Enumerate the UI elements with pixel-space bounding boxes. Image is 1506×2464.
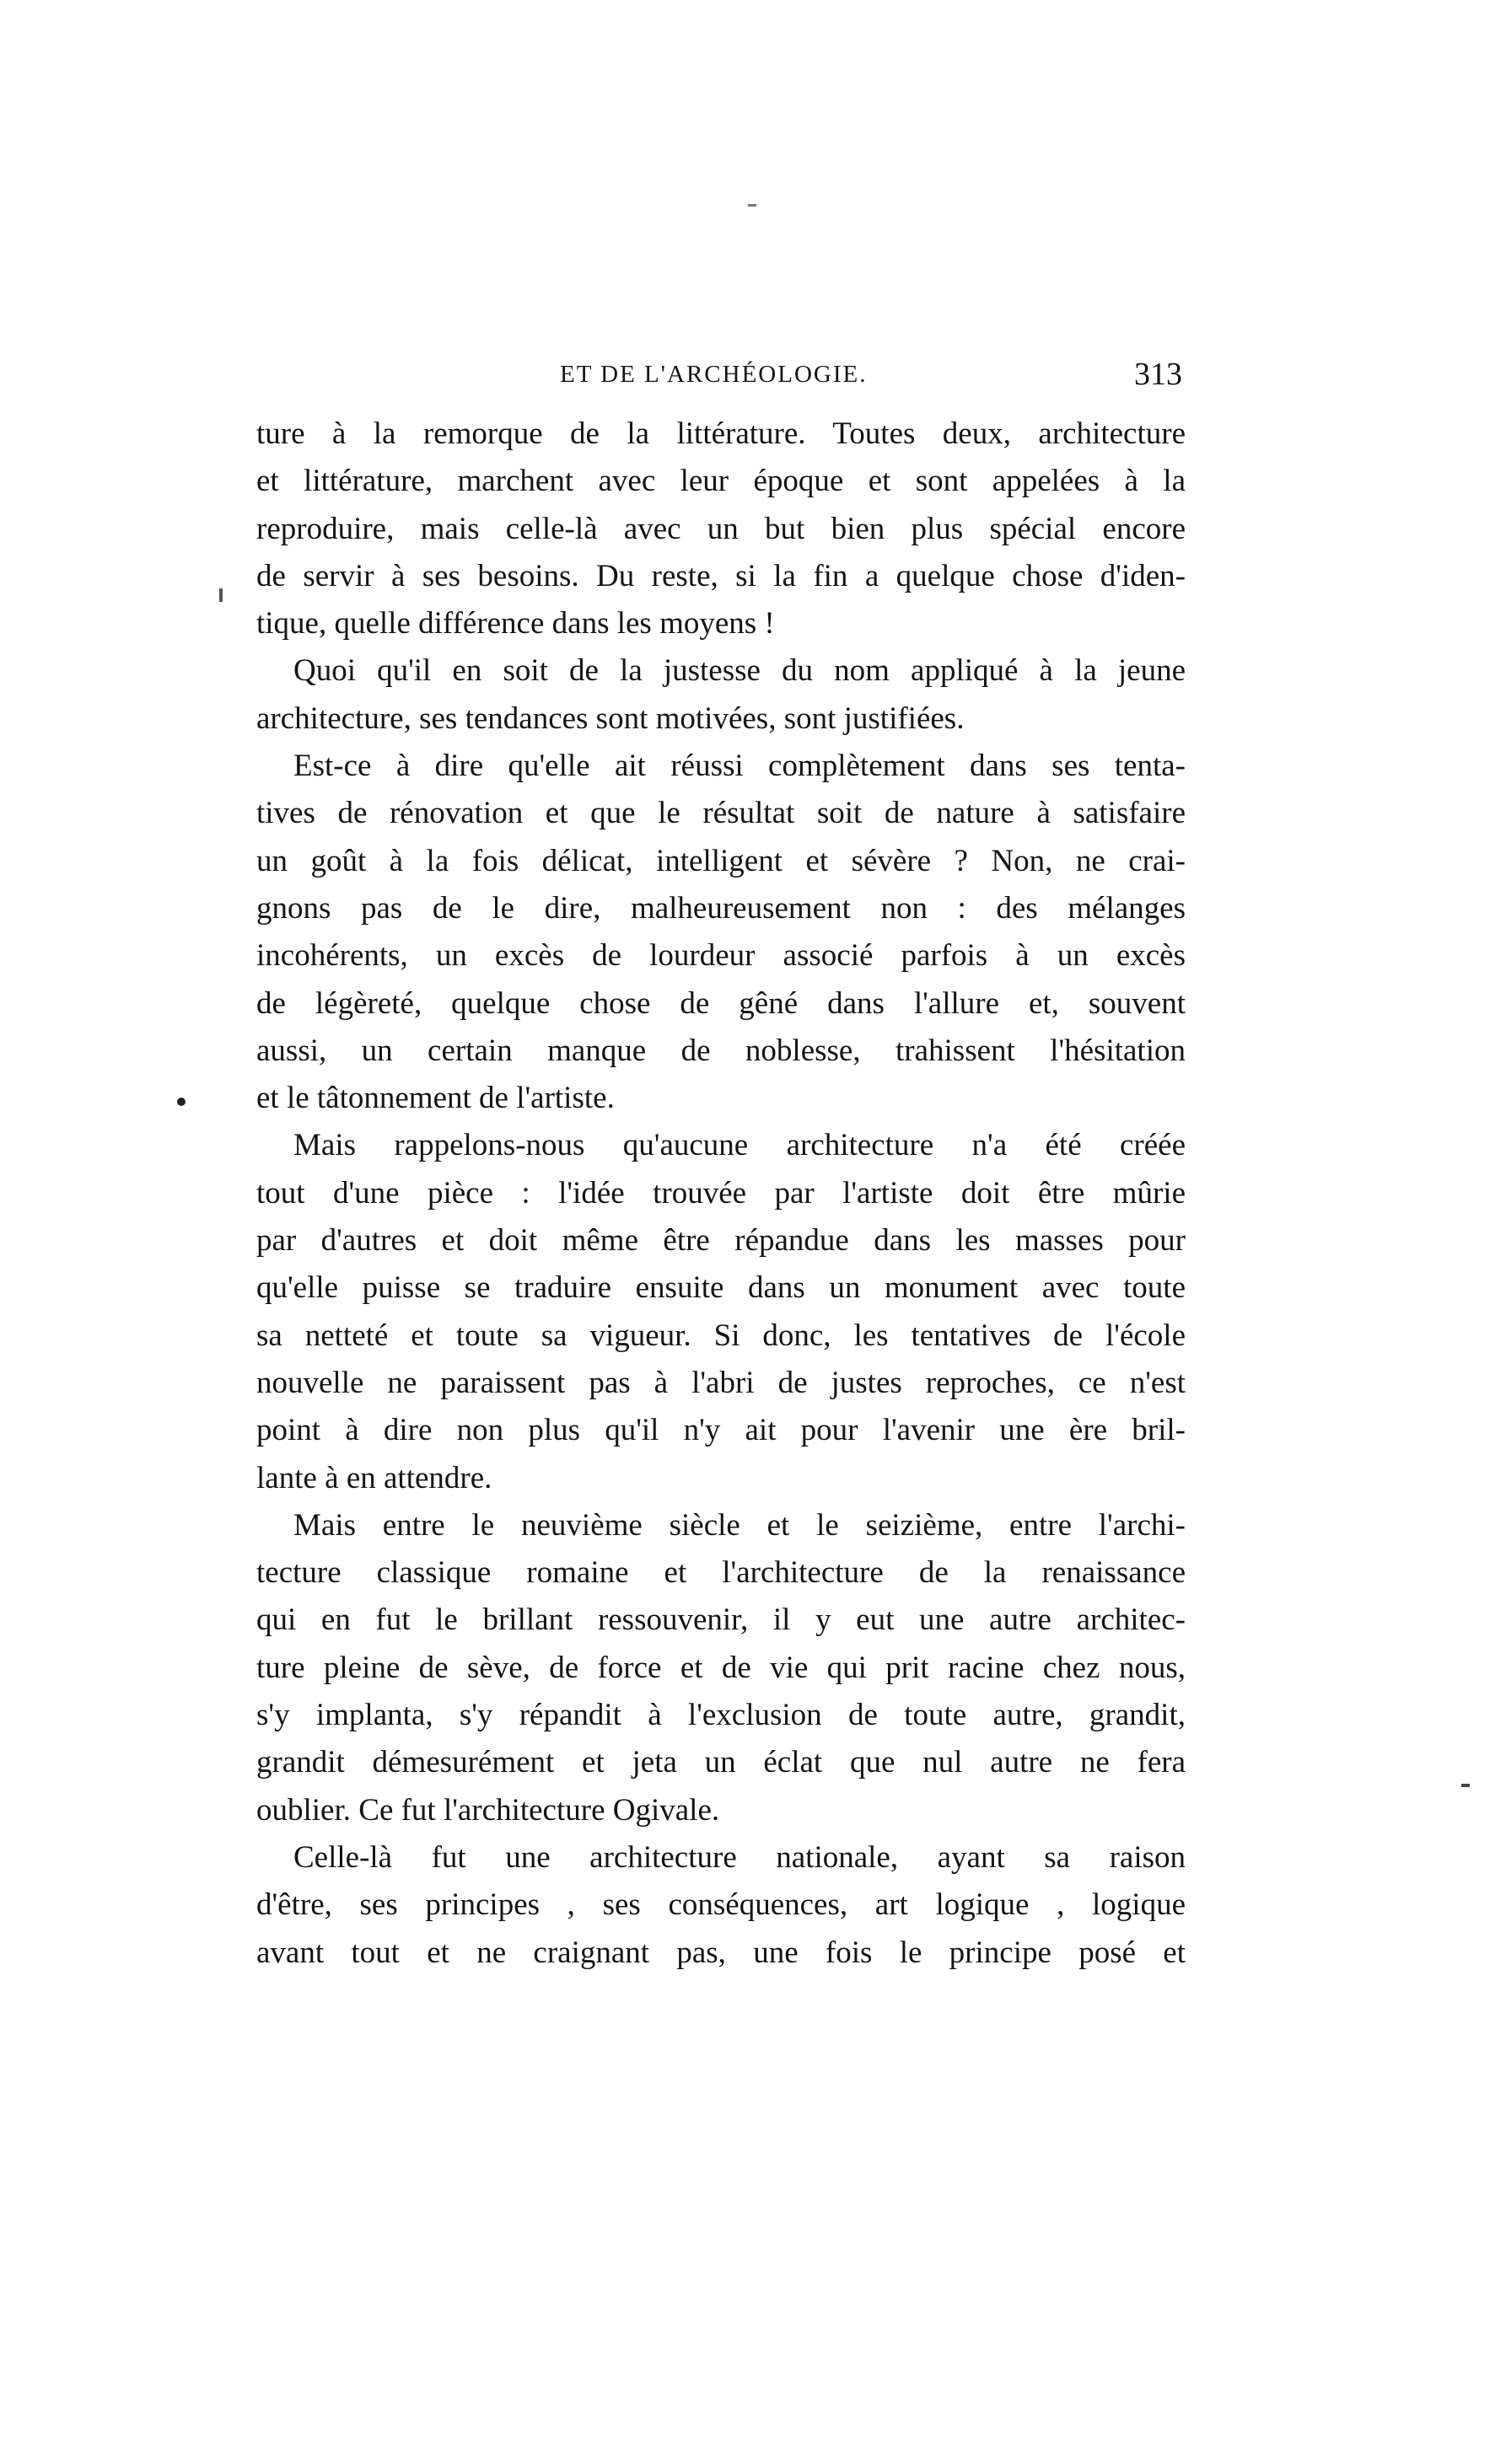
text-line: Celle-là fut une architecture nationale, ayant sa raison [293, 1839, 1186, 1875]
text-line: architecture, ses tendances sont motivées, sont justifiées. [256, 701, 965, 736]
margin-mark [219, 588, 223, 602]
text-line: tout d'une pièce : l'idée trouvée par l'artiste doit être mûrie [256, 1175, 1186, 1211]
text-line: un goût à la fois délicat, intelligent et sévère ? Non, ne crai- [256, 843, 1186, 878]
text-line: Mais rappelons-nous qu'aucune architecture n'a été créée [293, 1128, 1186, 1163]
body-text [256, 411, 1186, 1977]
text-line: d'être, ses principes , ses conséquences, art logique , logique [256, 1887, 1186, 1923]
paragraph [256, 647, 1186, 743]
running-title: ET DE L'ARCHÉOLOGIE. [560, 361, 868, 388]
paragraph [256, 743, 1186, 1122]
text-line: ture pleine de sève, de force et de vie qui prit racine chez nous, [256, 1650, 1186, 1685]
margin-bullet [177, 1098, 186, 1106]
text-line: de servir à ses besoins. Du reste, si la fin a quelque chose d'iden- [256, 558, 1186, 593]
text-line: oublier. Ce fut l'architecture Ogivale. [256, 1792, 720, 1828]
text-line: gnons pas de le dire, malheureusement non : des mélanges [256, 890, 1186, 926]
text-line: nouvelle ne paraissent pas à l'abri de justes reproches, ce n'est [256, 1365, 1186, 1400]
text-line: et le tâtonnement de l'artiste. [256, 1081, 615, 1116]
text-line: de légèreté, quelque chose de gêné dans l'allure et, souvent [256, 985, 1186, 1021]
text-line: aussi, un certain manque de noblesse, trahissent l'hésitation [256, 1033, 1186, 1068]
text-line: qu'elle puisse se traduire ensuite dans un monument avec toute [256, 1270, 1186, 1306]
text-line: ture à la remorque de la littérature. Toutes deux, architecture [256, 416, 1186, 451]
text-line: tives de rénovation et que le résultat soit de nature à satisfaire [256, 796, 1186, 831]
paragraph [256, 1834, 1186, 1977]
text-line: grandit démesurément et jeta un éclat que nul autre ne fera [256, 1745, 1186, 1780]
text-line: qui en fut le brillant ressouvenir, il y eut une autre architec- [256, 1602, 1186, 1638]
text-line: tecture classique romaine et l'architecture de la renaissance [256, 1555, 1186, 1591]
print-speck [748, 204, 756, 207]
text-line: par d'autres et doit même être répandue dans les masses pour [256, 1223, 1186, 1259]
text-line: et littérature, marchent avec leur époque et sont appelées à la [256, 464, 1186, 499]
text-line: point à dire non plus qu'il n'y ait pour l'avenir une ère bril- [256, 1413, 1186, 1448]
paragraph [256, 411, 1186, 647]
text-line: Quoi qu'il en soit de la justesse du nom appliqué à la jeune [293, 653, 1186, 689]
paragraph [256, 1502, 1186, 1834]
text-line: reproduire, mais celle-là avec un but bien plus spécial encore [256, 511, 1186, 546]
margin-dash [1461, 1784, 1470, 1787]
text-line: Est-ce à dire qu'elle ait réussi complètement dans ses tenta- [293, 749, 1186, 784]
text-line: Mais entre le neuvième siècle et le seizième, entre l'archi- [293, 1507, 1186, 1543]
text-line: s'y implanta, s'y répandit à l'exclusion de toute autre, grandit, [256, 1698, 1186, 1733]
text-line: sa netteté et toute sa vigueur. Si donc, les tentatives de l'école [256, 1318, 1186, 1353]
text-line: incohérents, un excès de lourdeur associé parfois à un excès [256, 938, 1186, 974]
text-line: tique, quelle différence dans les moyens ! [256, 606, 775, 641]
paragraph [256, 1122, 1186, 1501]
text-line: lante à en attendre. [256, 1460, 492, 1495]
text-line: avant tout et ne craignant pas, une fois le principe posé et [256, 1935, 1186, 1970]
page-number: 313 [1134, 357, 1182, 392]
running-head [256, 349, 1186, 400]
